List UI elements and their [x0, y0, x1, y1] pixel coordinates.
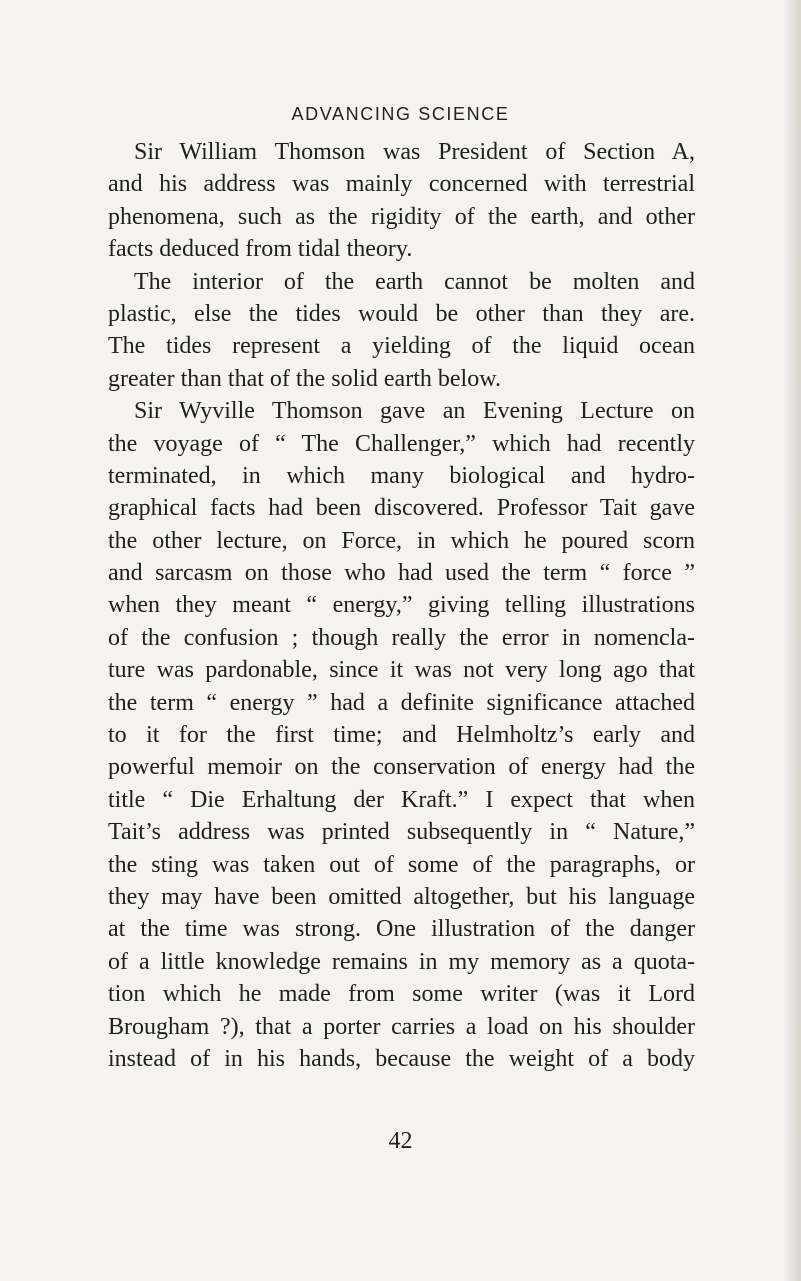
- text-line: instead of in his hands, because the weight of a body: [108, 1045, 695, 1072]
- text-line: powerful memoir on the conservation of energy had the: [108, 754, 695, 781]
- page-edge-shadow: [783, 0, 801, 1281]
- text-line: the other lecture, on Force, in which he poured scorn: [108, 527, 695, 554]
- text-line: at the time was strong. One illustration of the danger: [108, 916, 695, 943]
- text-line: tion which he made from some writer (was it Lord: [108, 981, 695, 1008]
- text-line: Brougham ?), that a porter carries a load on his shoulder: [108, 1013, 695, 1040]
- text-line: the sting was taken out of some of the paragraphs, or: [108, 851, 695, 878]
- text-line: of a little knowledge remains in my memory as a quota-: [108, 948, 695, 975]
- text-line: the voyage of “ The Challenger,” which had recently: [108, 430, 695, 457]
- text-line: Sir William Thomson was President of Section A,: [134, 139, 695, 165]
- text-line: of the confusion ; though really the error in nomencla-: [108, 624, 695, 651]
- text-line: when they meant “ energy,” giving telling illustrations: [108, 592, 695, 619]
- text-line: terminated, in which many biological and hydro-: [108, 462, 695, 489]
- text-line: facts deduced from tidal theory.: [108, 236, 413, 263]
- text-line: Tait’s address was printed subsequently in “ Nature,”: [108, 819, 695, 846]
- text-line: to it for the first time; and Helmholtz’s early and: [108, 722, 695, 749]
- text-line: The interior of the earth cannot be molten and: [134, 268, 695, 295]
- text-line: and sarcasm on those who had used the term “ force ”: [108, 560, 695, 587]
- text-line: the term “ energy ” had a definite significance attached: [108, 689, 695, 716]
- text-line: Sir Wyville Thomson gave an Evening Lecture on: [134, 398, 695, 425]
- text-line: they may have been omitted altogether, but his language: [108, 883, 695, 910]
- text-line: and his address was mainly concerned with terrestrial: [108, 171, 695, 198]
- text-line: plastic, else the tides would be other than they are.: [108, 300, 695, 327]
- body-text: [108, 136, 695, 1075]
- text-line: The tides represent a yielding of the liquid ocean: [108, 333, 695, 360]
- text-line: graphical facts had been discovered. Professor Tait gave: [108, 495, 695, 522]
- running-head: ADVANCING SCIENCE: [291, 104, 510, 124]
- text-line: title “ Die Erhaltung der Kraft.” I expect that when: [108, 786, 695, 813]
- page-number: 42: [388, 1128, 413, 1154]
- text-line: greater than that of the solid earth below.: [108, 365, 501, 392]
- text-line: phenomena, such as the rigidity of the earth, and other: [108, 203, 695, 230]
- text-line: ture was pardonable, since it was not very long ago that: [108, 657, 695, 684]
